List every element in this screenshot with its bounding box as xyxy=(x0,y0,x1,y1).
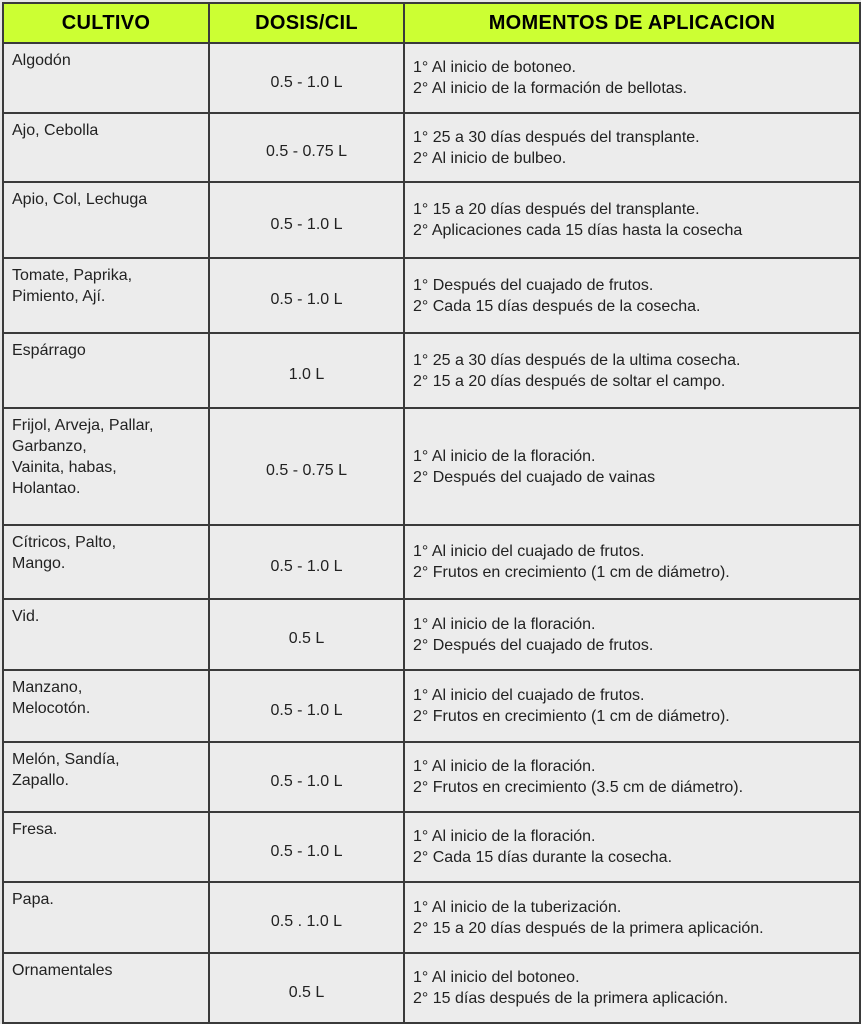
moments-cell xyxy=(404,182,860,258)
crop-name-line: Espárrago xyxy=(12,342,86,359)
crop-name-line: Papa. xyxy=(12,891,54,908)
table-row xyxy=(3,408,860,525)
application-moment-line: 1° 15 a 20 días después del transplante. xyxy=(413,201,700,218)
table-row xyxy=(3,882,860,953)
crop-name-line: Vid. xyxy=(12,608,40,625)
crop-name-line: Holantao. xyxy=(12,480,81,497)
crop-name-line: Apio, Col, Lechuga xyxy=(12,191,148,208)
table-row xyxy=(3,670,860,742)
dose-cell: 0.5 - 1.0 L xyxy=(209,742,404,812)
application-moment-line: 2° 15 a 20 días después de la primera aplicación. xyxy=(413,919,764,937)
application-moment-line: 1° Al inicio de botoneo. xyxy=(413,59,576,76)
table-row xyxy=(3,742,860,812)
application-moment-line: 2° 15 a 20 días después de soltar el campo. xyxy=(413,372,726,390)
crop-cell xyxy=(3,333,209,408)
crop-cell xyxy=(3,953,209,1023)
application-moment-line: 1° Al inicio de la tuberización. xyxy=(413,898,622,916)
moments-cell xyxy=(404,43,860,113)
crop-name-line: Vainita, habas, xyxy=(12,459,117,476)
application-moment-line: 2° Al inicio de la formación de bellotas. xyxy=(413,80,688,97)
moments-cell xyxy=(404,742,860,812)
application-moment-line: 2° Frutos en crecimiento (3.5 cm de diámetro). xyxy=(413,779,744,796)
table-row xyxy=(3,258,860,333)
moments-cell xyxy=(404,953,860,1023)
table-row xyxy=(3,599,860,670)
moments-cell xyxy=(404,812,860,882)
application-moment-line: 2° Cada 15 días durante la cosecha. xyxy=(413,849,673,866)
table-header-row xyxy=(3,3,860,43)
table-row xyxy=(3,525,860,599)
dose-cell: 0.5 - 0.75 L xyxy=(209,408,404,525)
table-row xyxy=(3,812,860,882)
moments-cell xyxy=(404,258,860,333)
crop-name-line: Cítricos, Palto, xyxy=(12,534,117,551)
crop-name-line: Ornamentales xyxy=(12,962,113,979)
application-moment-line: 2° Después del cuajado de vainas xyxy=(413,468,656,486)
moments-cell xyxy=(404,333,860,408)
crop-cell xyxy=(3,113,209,182)
application-moment-line: 1° Al inicio de la floración. xyxy=(413,828,596,845)
moments-cell xyxy=(404,882,860,953)
table-row xyxy=(3,113,860,182)
application-moment-line: 2° Cada 15 días después de la cosecha. xyxy=(413,297,701,315)
application-moment-line: 1° Al inicio de la floración. xyxy=(413,447,596,465)
application-moment-line: 2° 15 días después de la primera aplicación. xyxy=(413,990,729,1007)
application-moment-line: 1° Al inicio de la floración. xyxy=(413,615,596,633)
application-moment-line: 1° 25 a 30 días después de la ultima cosecha. xyxy=(413,351,741,369)
dose-cell: 0.5 - 1.0 L xyxy=(209,182,404,258)
application-moment-line: 2° Aplicaciones cada 15 días hasta la cosecha xyxy=(413,222,743,239)
moments-cell xyxy=(404,113,860,182)
application-moment-line: 2° Al inicio de bulbeo. xyxy=(413,149,567,167)
application-moment-line: 1° Después del cuajado de frutos. xyxy=(413,276,654,294)
crop-cell xyxy=(3,599,209,670)
application-moment-line: 2° Después del cuajado de frutos. xyxy=(413,636,654,654)
dose-cell: 0.5 . 1.0 L xyxy=(209,882,404,953)
dosage-table xyxy=(2,2,861,1024)
crop-cell xyxy=(3,670,209,742)
crop-name-line: Tomate, Paprika, xyxy=(12,267,133,284)
application-moment-line: 2° Frutos en crecimiento (1 cm de diámetro). xyxy=(413,564,730,581)
crop-name-line: Zapallo. xyxy=(12,772,69,789)
crop-name-line: Mango. xyxy=(12,555,66,572)
column-header-crop: CULTIVO xyxy=(3,3,209,43)
crop-name-line: Frijol, Arveja, Pallar, xyxy=(12,417,154,434)
crop-name-line: Manzano, xyxy=(12,679,83,696)
dose-cell: 0.5 - 1.0 L xyxy=(209,812,404,882)
crop-cell xyxy=(3,882,209,953)
crop-name-line: Garbanzo, xyxy=(12,438,87,455)
table-body xyxy=(3,43,860,1023)
moments-cell xyxy=(404,525,860,599)
application-moment-line: 1° Al inicio de la floración. xyxy=(413,758,596,775)
crop-name-line: Pimiento, Ají. xyxy=(12,288,106,305)
application-moment-line: 1° 25 a 30 días después del transplante. xyxy=(413,128,700,146)
crop-cell xyxy=(3,182,209,258)
dose-cell: 0.5 - 1.0 L xyxy=(209,43,404,113)
crop-cell xyxy=(3,812,209,882)
crop-name-line: Ajo, Cebolla xyxy=(12,122,99,139)
application-moment-line: 1° Al inicio del botoneo. xyxy=(413,969,580,986)
table-row xyxy=(3,333,860,408)
crop-name-line: Melocotón. xyxy=(12,700,91,717)
application-moment-line: 1° Al inicio del cuajado de frutos. xyxy=(413,687,645,704)
table-row xyxy=(3,953,860,1023)
dose-cell: 0.5 - 1.0 L xyxy=(209,670,404,742)
application-moment-line: 1° Al inicio del cuajado de frutos. xyxy=(413,543,645,560)
crop-name-line: Fresa. xyxy=(12,821,58,838)
moments-cell xyxy=(404,599,860,670)
crop-cell xyxy=(3,408,209,525)
moments-cell xyxy=(404,408,860,525)
dose-cell: 0.5 - 0.75 L xyxy=(209,113,404,182)
dose-cell: 1.0 L xyxy=(209,333,404,408)
dose-cell: 0.5 L xyxy=(209,953,404,1023)
crop-cell xyxy=(3,742,209,812)
table-row xyxy=(3,182,860,258)
dose-cell: 0.5 L xyxy=(209,599,404,670)
table-row xyxy=(3,43,860,113)
crop-name-line: Melón, Sandía, xyxy=(12,751,120,768)
column-header-moments: MOMENTOS DE APLICACION xyxy=(404,3,860,43)
dose-cell: 0.5 - 1.0 L xyxy=(209,525,404,599)
crop-name-line: Algodón xyxy=(12,52,71,69)
dose-cell: 0.5 - 1.0 L xyxy=(209,258,404,333)
column-header-dose: DOSIS/CIL xyxy=(209,3,404,43)
application-moment-line: 2° Frutos en crecimiento (1 cm de diámetro). xyxy=(413,708,730,725)
crop-cell xyxy=(3,525,209,599)
crop-cell xyxy=(3,43,209,113)
crop-cell xyxy=(3,258,209,333)
moments-cell xyxy=(404,670,860,742)
